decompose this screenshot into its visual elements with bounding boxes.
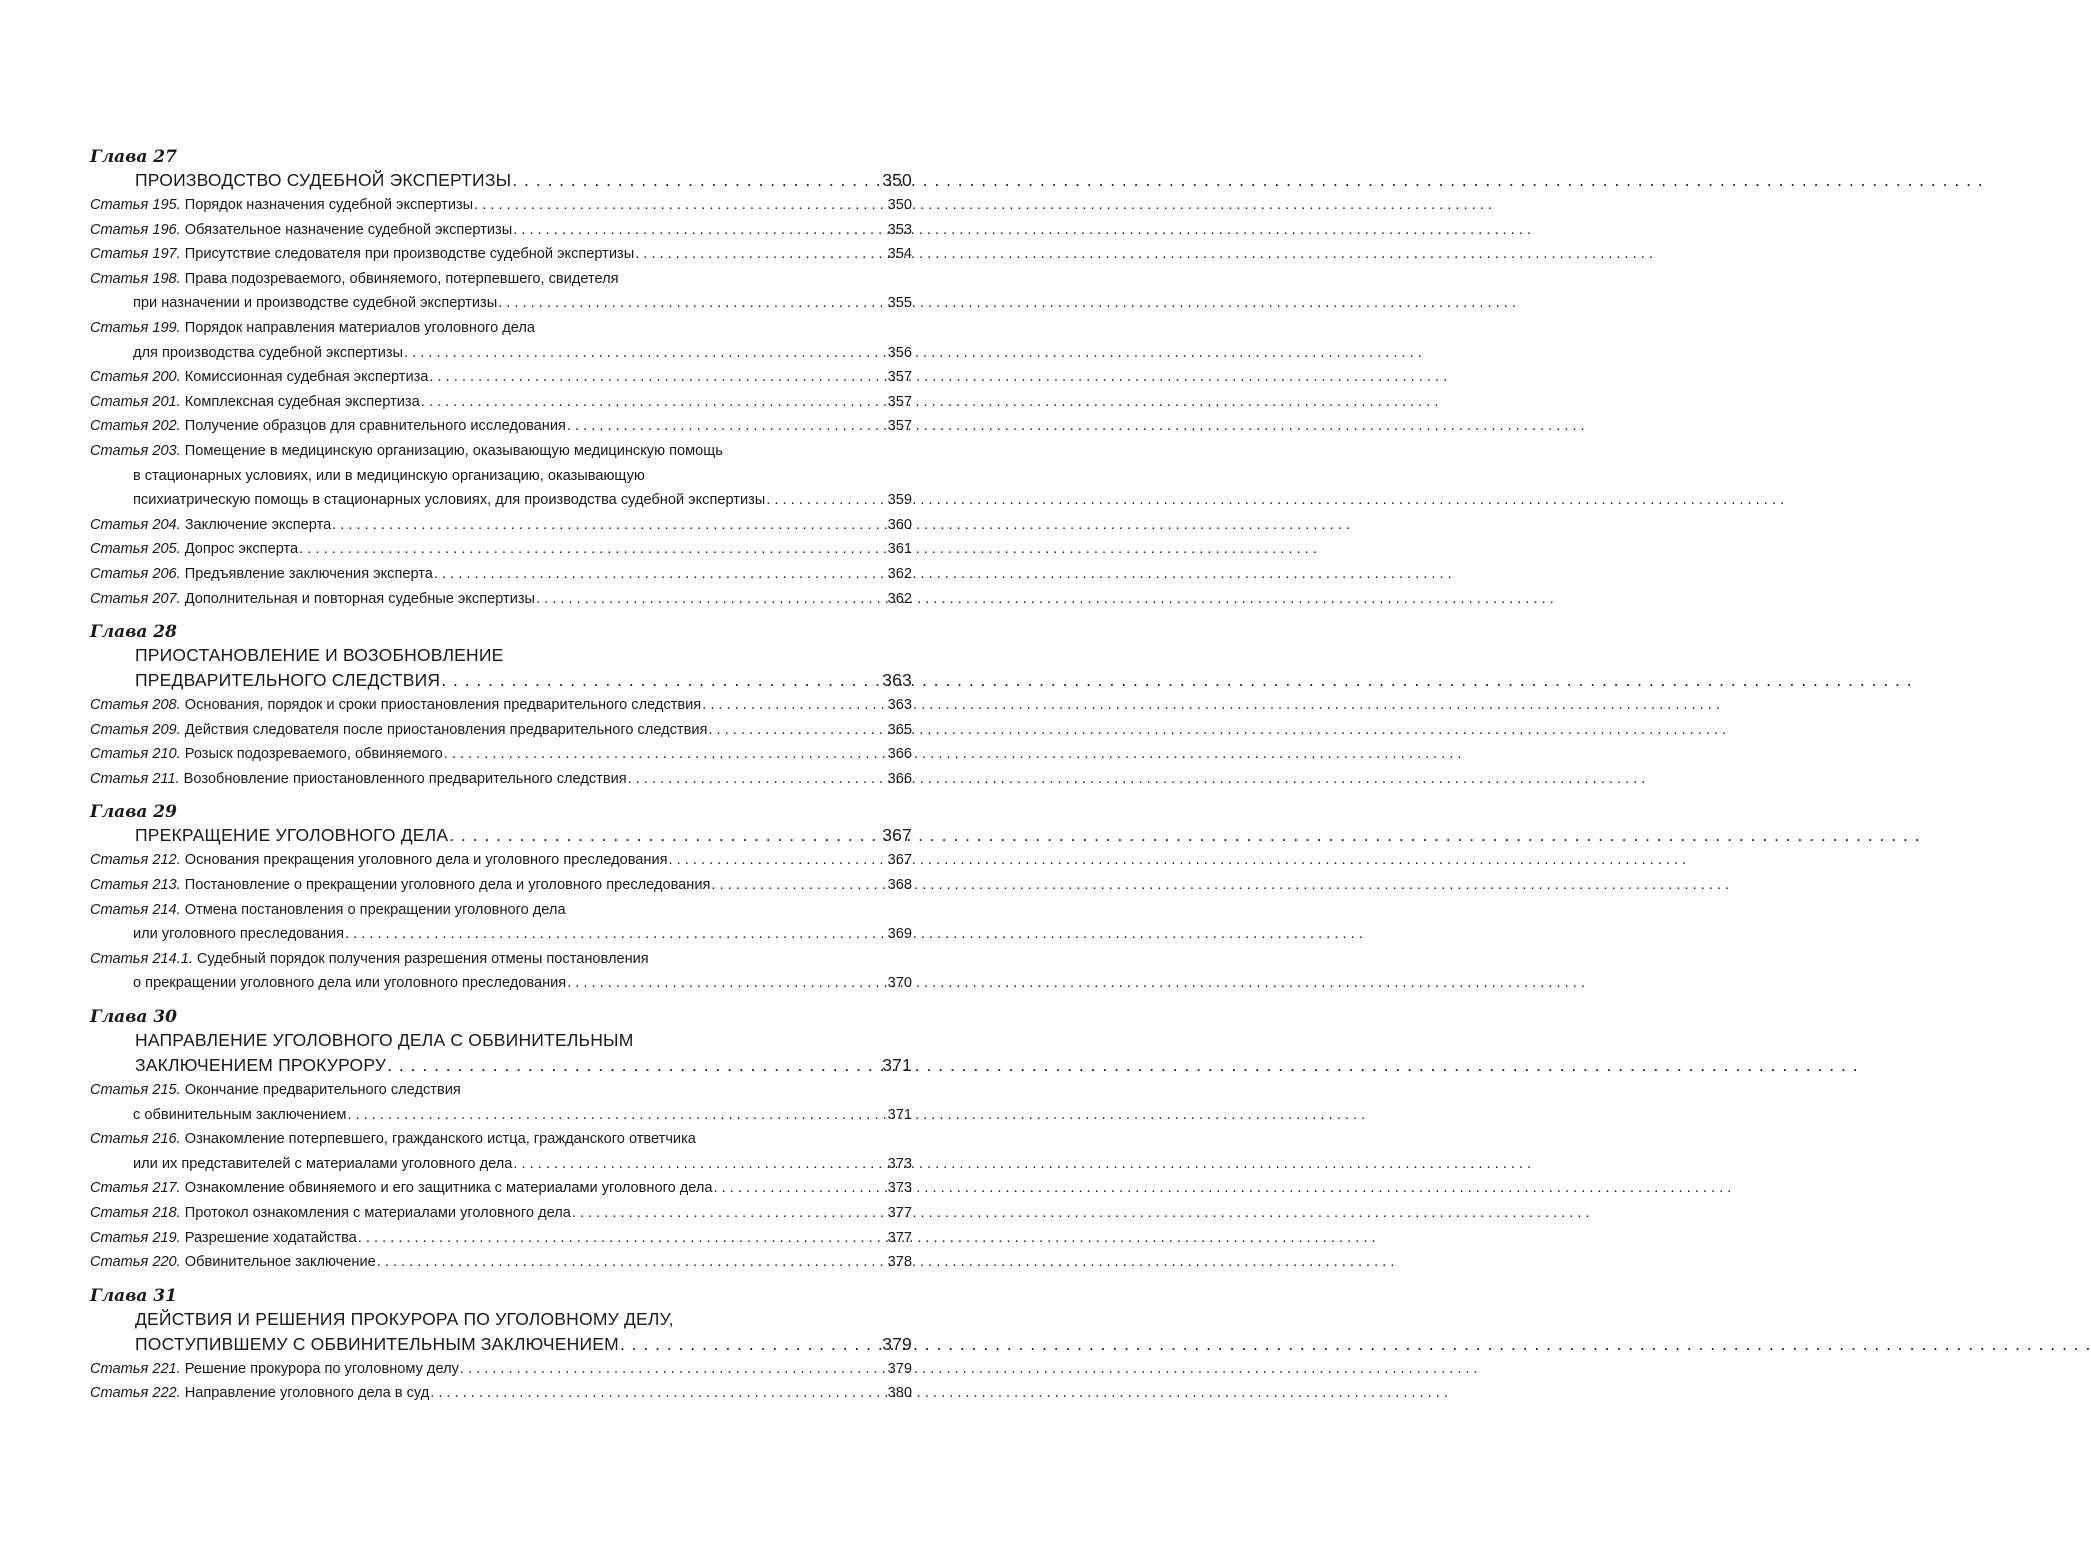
dot-leader <box>711 873 886 898</box>
article-line <box>90 242 912 267</box>
article-title: Ознакомление потерпевшего, гражданского истца, гражданского ответчика <box>184 1131 696 1148</box>
article-title: в стационарных условиях, или в медицинскую организацию, оказывающую <box>133 467 645 484</box>
article-number: Статья 199. <box>90 319 181 336</box>
dot-leader <box>635 242 886 267</box>
page-number: 370 <box>887 975 912 992</box>
chapter-section <box>90 801 912 996</box>
article-line <box>90 513 912 538</box>
article-number: Статья 214. <box>90 901 181 918</box>
toc-entry-article <box>90 414 912 439</box>
article-title: Направление уголовного дела в суд <box>184 1385 430 1402</box>
chapter-label: Глава 29 <box>90 802 177 823</box>
article-line <box>90 971 912 996</box>
page-number: 362 <box>887 565 912 582</box>
page-number: 373 <box>887 1155 912 1172</box>
page-number: 363 <box>887 697 912 714</box>
dot-leader <box>512 168 881 193</box>
article-number: Статья 208. <box>90 697 181 714</box>
dot-leader <box>669 848 887 873</box>
article-title: Порядок назначения судебной экспертизы <box>184 197 474 213</box>
article-title: Разрешение ходатайства <box>184 1229 357 1246</box>
article-line <box>90 267 912 292</box>
chapter-title-text: ПРЕДВАРИТЕЛЬНОГО СЛЕДСТВИЯ <box>135 670 441 691</box>
article-title: Обязательное назначение судебной экспертизы <box>184 221 513 238</box>
article-line <box>90 341 912 366</box>
chapter-title <box>90 643 912 693</box>
dot-leader <box>332 513 886 538</box>
article-line <box>90 365 912 390</box>
article-number: Статья 195. <box>90 197 181 213</box>
toc-entry-article <box>90 587 912 612</box>
chapter-section <box>90 1006 912 1275</box>
dot-leader <box>708 718 886 743</box>
article-number: Статья 216. <box>90 1131 181 1148</box>
article-title: Допрос эксперта <box>184 541 299 558</box>
chapter-title-text: НАПРАВЛЕНИЕ УГОЛОВНОГО ДЕЛА С ОБВИНИТЕЛЬНЫМ <box>135 1030 634 1051</box>
article-title: с обвинительным заключением <box>133 1106 347 1123</box>
article-title: Постановление о прекращении уголовного дела и уголовного преследования <box>184 877 711 894</box>
toc-entry-article <box>90 1357 912 1382</box>
article-title: Заключение эксперта <box>184 516 332 533</box>
article-title: Права подозреваемого, обвиняемого, потерпевшего, свидетеля <box>184 270 619 287</box>
page-number: 357 <box>887 393 912 410</box>
chapter-title-line <box>135 1028 912 1053</box>
dot-leader <box>434 562 887 587</box>
article-title: или их представителей с материалами уголовного дела <box>133 1155 513 1172</box>
dot-leader <box>513 218 886 243</box>
page-number: 350 <box>887 197 912 213</box>
page-number: 380 <box>887 1385 912 1402</box>
article-line <box>90 537 912 562</box>
article-title: Ознакомление обвиняемого и его защитника с материалами уголовного дела <box>184 1180 713 1197</box>
toc-entry-article <box>90 947 912 996</box>
page-number: 373 <box>887 1180 912 1197</box>
article-number: Статья 197. <box>90 246 181 263</box>
article-title: психиатрическую помощь в стационарных условиях, для производства судебной экспертизы <box>133 492 766 509</box>
article-number: Статья 204. <box>90 516 181 533</box>
article-number: Статья 212. <box>90 852 181 869</box>
chapter-title-line <box>135 168 912 193</box>
chapter-title-text: ДЕЙСТВИЯ И РЕШЕНИЯ ПРОКУРОРА ПО УГОЛОВНОМУ ДЕЛУ, <box>135 1308 674 1329</box>
article-title: для производства судебной экспертизы <box>133 344 404 361</box>
dot-leader <box>572 1201 887 1226</box>
article-title: Решение прокурора по уголовному делу <box>184 1360 459 1377</box>
dot-leader <box>567 414 887 439</box>
toc-entry-article <box>90 1078 912 1127</box>
dot-leader <box>449 823 881 848</box>
chapter-section <box>90 146 912 611</box>
chapter-title-text: ПРОИЗВОДСТВО СУДЕБНОЙ ЭКСПЕРТИЗЫ <box>135 170 512 190</box>
chapter-title <box>90 823 912 848</box>
chapter-title-text: ПРЕКРАЩЕНИЕ УГОЛОВНОГО ДЕЛА <box>135 825 449 846</box>
article-line <box>90 1201 912 1226</box>
article-title: Судебный порядок получения разрешения отмены постановления <box>196 950 649 967</box>
page-number: 362 <box>887 590 912 607</box>
article-title: Розыск подозреваемого, обвиняемого <box>184 746 443 763</box>
article-number: Статья 203. <box>90 442 181 459</box>
article-number: Статья 214.1. <box>90 950 193 967</box>
page-number: 363 <box>882 670 912 691</box>
page-number: 366 <box>887 746 912 763</box>
article-line <box>90 316 912 341</box>
article-line <box>90 587 912 612</box>
dot-leader <box>421 390 887 415</box>
toc-entry-article <box>90 390 912 415</box>
article-number: Статья 201. <box>90 393 181 410</box>
article-title: Комиссионная судебная экспертиза <box>184 369 429 386</box>
article-number: Статья 222. <box>90 1385 181 1402</box>
article-number: Статья 217. <box>90 1180 181 1197</box>
article-number: Статья 213. <box>90 877 181 894</box>
page-number: 360 <box>887 516 912 533</box>
article-line <box>90 562 912 587</box>
article-title: Помещение в медицинскую организацию, оказывающую медицинскую помощь <box>184 442 723 459</box>
dot-leader <box>702 693 886 718</box>
page-number: 365 <box>887 721 912 738</box>
article-number: Статья 211. <box>90 770 180 787</box>
page-number: 367 <box>887 852 912 869</box>
article-line <box>90 947 912 972</box>
toc-entry-article <box>90 1201 912 1226</box>
article-line <box>90 1250 912 1275</box>
article-number: Статья 210. <box>90 746 181 763</box>
page-number: 356 <box>887 344 912 361</box>
article-title: о прекращении уголовного дела или уголовного преследования <box>133 975 567 992</box>
page-number: 366 <box>887 770 912 787</box>
article-line <box>90 1078 912 1103</box>
article-number: Статья 206. <box>90 565 181 582</box>
chapter-section <box>90 1285 912 1406</box>
article-line <box>90 767 912 792</box>
toc-entry-article <box>90 1127 912 1176</box>
article-line <box>90 848 912 873</box>
article-line <box>90 873 912 898</box>
dot-leader <box>444 742 887 767</box>
toc-entry-article <box>90 439 912 513</box>
dot-leader <box>429 365 886 390</box>
article-line <box>90 1127 912 1152</box>
toc-entry-article <box>90 218 912 243</box>
dot-leader <box>766 488 886 513</box>
toc-entry-article <box>90 767 912 792</box>
article-title: Действия следователя после приостановления предварительного следствия <box>184 721 708 738</box>
article-number: Статья 215. <box>90 1082 181 1099</box>
article-number: Статья 196. <box>90 221 181 238</box>
article-line <box>90 1176 912 1201</box>
article-number: Статья 219. <box>90 1229 181 1246</box>
toc-entry-article <box>90 1381 912 1406</box>
toc-entry-article <box>90 562 912 587</box>
article-title: Порядок направления материалов уголовного дела <box>184 319 536 336</box>
article-title: Возобновление приостановленного предварительного следствия <box>183 770 627 787</box>
page-number: 350 <box>882 170 912 190</box>
article-line <box>90 742 912 767</box>
article-line <box>90 439 912 464</box>
article-line <box>90 1226 912 1251</box>
dot-leader <box>536 587 887 612</box>
article-number: Статья 220. <box>90 1254 181 1271</box>
page-number: 359 <box>887 492 912 509</box>
toc-entry-article <box>90 513 912 538</box>
toc-entry-article <box>90 742 912 767</box>
article-number: Статья 207. <box>90 590 181 607</box>
chapter-label: Глава 28 <box>90 622 177 643</box>
article-title: Предъявление заключения эксперта <box>184 565 433 582</box>
article-title: или уголовного преследования <box>133 926 345 943</box>
chapter-label: Глава 27 <box>90 147 177 167</box>
article-number: Статья 218. <box>90 1205 181 1221</box>
page-number: 368 <box>887 877 912 894</box>
article-line <box>90 1103 912 1128</box>
dot-leader <box>567 971 886 996</box>
dot-leader <box>358 1226 887 1251</box>
dot-leader <box>430 1381 886 1406</box>
toc-entry-article <box>90 898 912 947</box>
article-title: Получение образцов для сравнительного исследования <box>184 418 566 435</box>
page-number: 354 <box>887 246 912 263</box>
page-number: 361 <box>887 541 912 558</box>
article-title: Присутствие следователя при производстве судебной экспертизы <box>184 246 635 263</box>
article-number: Статья 209. <box>90 721 181 738</box>
article-line <box>90 464 912 489</box>
article-line <box>90 693 912 718</box>
page-number: 377 <box>887 1205 912 1221</box>
page-number: 353 <box>887 221 912 238</box>
page-number: 378 <box>887 1254 912 1271</box>
toc-entry-article <box>90 873 912 898</box>
article-line <box>90 390 912 415</box>
toc-entry-article <box>90 1250 912 1275</box>
article-title: при назначении и производстве судебной экспертизы <box>133 295 498 312</box>
page-number: 371 <box>882 1055 912 1076</box>
page-number: 367 <box>882 825 912 846</box>
chapter-title <box>90 1307 912 1357</box>
dot-leader <box>387 1053 881 1078</box>
dot-leader <box>513 1152 886 1177</box>
article-line <box>90 218 912 243</box>
article-line <box>90 414 912 439</box>
dot-leader <box>404 341 887 366</box>
chapter-title-line <box>135 643 912 668</box>
article-line <box>90 1357 912 1382</box>
dot-leader <box>345 922 887 947</box>
page-number: 355 <box>887 295 912 312</box>
article-line <box>90 488 912 513</box>
toc-entry-article <box>90 693 912 718</box>
dot-leader <box>498 291 886 316</box>
toc-entry-article <box>90 718 912 743</box>
dot-leader <box>460 1357 887 1382</box>
table-of-contents <box>90 146 912 1416</box>
toc-entry-article <box>90 193 912 218</box>
dot-leader <box>474 193 886 218</box>
toc-entry-article <box>90 316 912 365</box>
article-title: Комплексная судебная экспертиза <box>184 393 420 410</box>
dot-leader <box>620 1332 881 1357</box>
dot-leader <box>441 668 881 693</box>
chapter-title-line <box>135 1332 912 1357</box>
article-title: Отмена постановления о прекращении уголовного дела <box>184 901 566 918</box>
article-number: Статья 202. <box>90 418 181 435</box>
toc-entry-article <box>90 848 912 873</box>
chapter-label: Глава 30 <box>90 1007 177 1028</box>
chapter-title-line <box>135 823 912 848</box>
article-line <box>90 718 912 743</box>
article-line <box>90 291 912 316</box>
chapter-label: Глава 31 <box>90 1285 177 1306</box>
page-number: 371 <box>887 1106 912 1123</box>
article-number: Статья 205. <box>90 541 181 558</box>
dot-leader <box>347 1103 886 1128</box>
article-line <box>90 922 912 947</box>
chapter-title-line <box>135 1053 912 1078</box>
dot-leader <box>628 767 887 792</box>
page-number: 357 <box>887 418 912 435</box>
article-line <box>90 1381 912 1406</box>
article-number: Статья 198. <box>90 270 181 287</box>
toc-entry-article <box>90 1176 912 1201</box>
toc-entry-article <box>90 242 912 267</box>
article-title: Окончание предварительного следствия <box>184 1082 461 1099</box>
toc-entry-article <box>90 1226 912 1251</box>
article-line <box>90 898 912 923</box>
article-title: Дополнительная и повторная судебные экспертизы <box>184 590 536 607</box>
page-number: 379 <box>882 1333 912 1354</box>
article-title: Обвинительное заключение <box>184 1254 376 1271</box>
page-number: 369 <box>887 926 912 943</box>
article-title: Протокол ознакомления с материалами уголовного дела <box>184 1205 571 1221</box>
article-title: Основания, порядок и сроки приостановления предварительного следствия <box>184 697 702 714</box>
chapter-title-text: ЗАКЛЮЧЕНИЕМ ПРОКУРОРУ <box>135 1055 387 1076</box>
dot-leader <box>377 1250 887 1275</box>
dot-leader <box>714 1176 887 1201</box>
article-number: Статья 221. <box>90 1360 181 1377</box>
page-number: 377 <box>887 1229 912 1246</box>
toc-entry-article <box>90 537 912 562</box>
chapter-title-text: ПОСТУПИВШЕМУ С ОБВИНИТЕЛЬНЫМ ЗАКЛЮЧЕНИЕМ <box>135 1333 619 1354</box>
toc-entry-article <box>90 267 912 316</box>
chapter-title <box>90 168 912 193</box>
chapter-section <box>90 621 912 791</box>
article-line <box>90 1152 912 1177</box>
chapter-title <box>90 1028 912 1078</box>
page-number: 379 <box>887 1360 912 1377</box>
chapter-title-text: ПРИОСТАНОВЛЕНИЕ И ВОЗОБНОВЛЕНИЕ <box>135 645 504 666</box>
article-title: Основания прекращения уголовного дела и уголовного преследования <box>184 852 668 869</box>
page-number: 357 <box>887 369 912 386</box>
toc-entry-article <box>90 365 912 390</box>
article-number: Статья 200. <box>90 369 181 386</box>
article-line <box>90 193 912 218</box>
dot-leader <box>299 537 887 562</box>
chapter-title-line <box>135 1307 912 1332</box>
chapter-title-line <box>135 668 912 693</box>
